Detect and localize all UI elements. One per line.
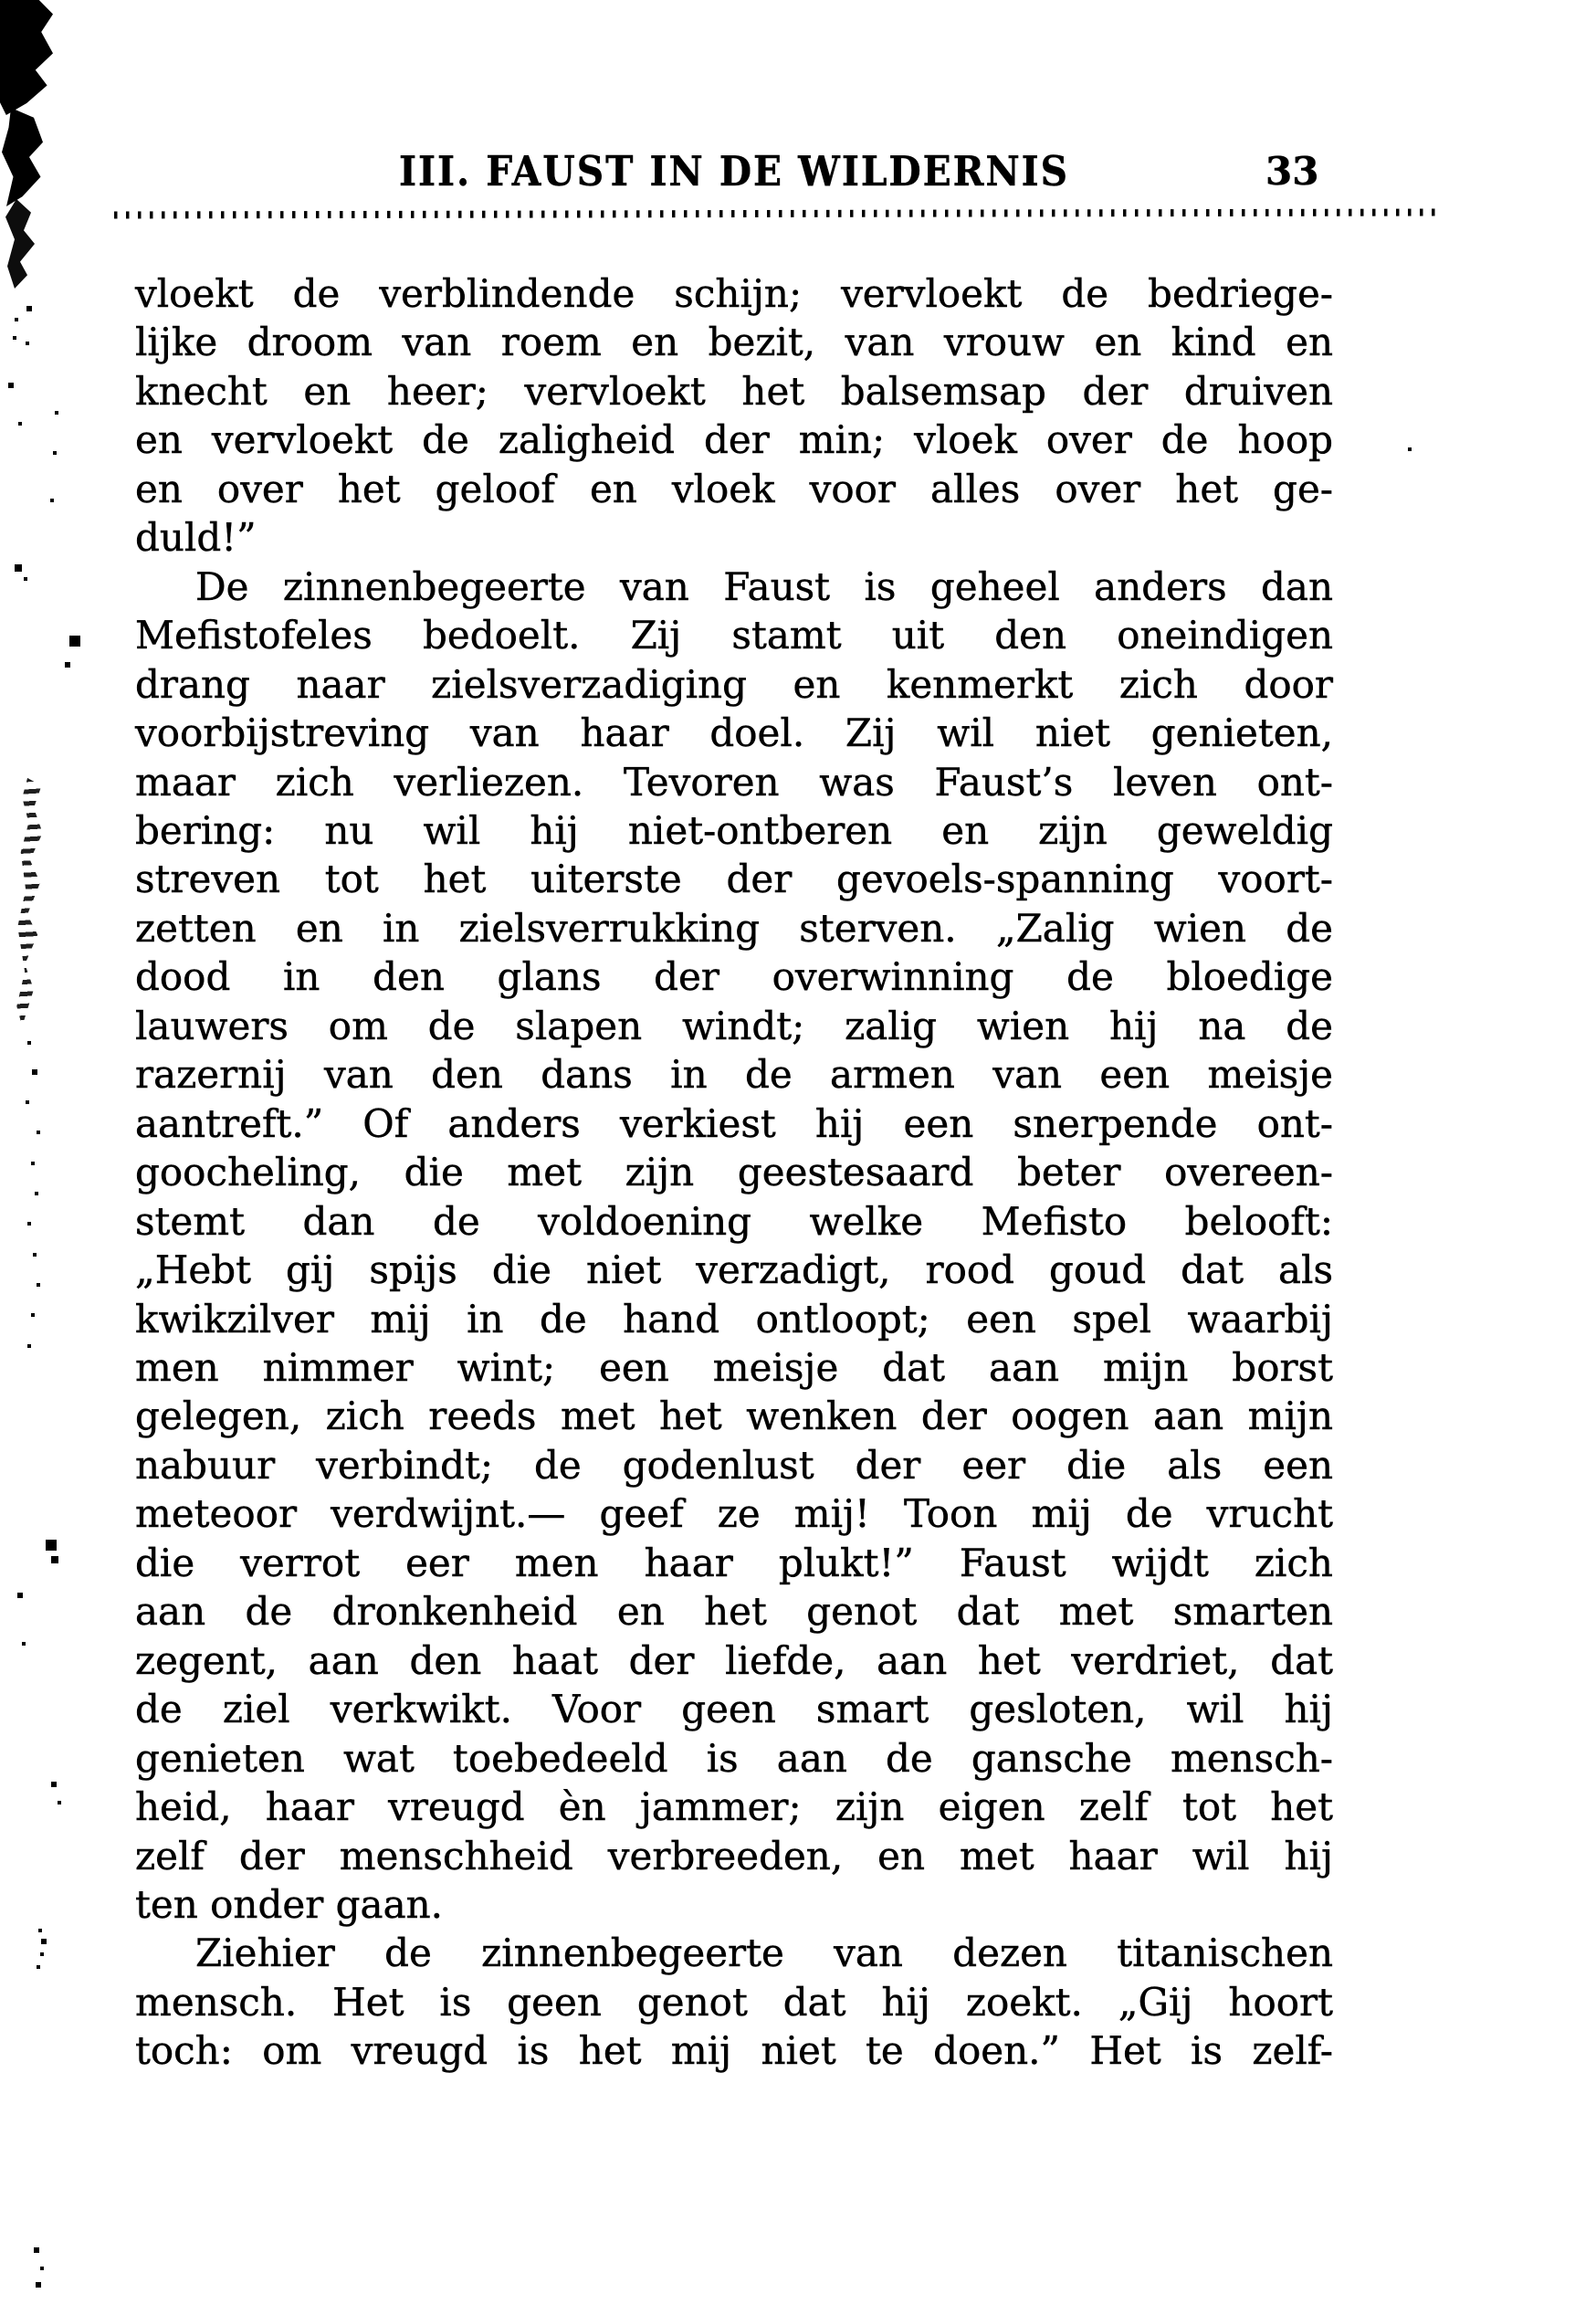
scan-artifact-margin-streak <box>15 778 45 1027</box>
text-line: knecht en heer; vervloekt het balsemsap der druiven <box>135 368 1333 414</box>
text-line: gelegen, zich reeds met het wenken der oogen aan mijn <box>135 1394 1333 1439</box>
scan-artifact-specks <box>0 0 4 4</box>
running-head <box>135 149 1333 204</box>
page-text-column <box>135 269 1333 2076</box>
text-line: zetten en in zielsverrukking sterven. „Zalig wien de <box>135 905 1333 951</box>
text-line: dood in den glans der overwinning de bloedige <box>135 954 1333 1000</box>
text-line: drang naar zielsverzadiging en kenmerkt zich door <box>135 661 1333 707</box>
text-line: Ziehier de zinnenbegeerte van dezen titanischen <box>195 1931 1333 1976</box>
text-line: streven tot het uiterste der gevoels-spanning voort- <box>135 857 1333 902</box>
text-line: die verrot eer men haar plukt!” Faust wijdt zich <box>135 1540 1333 1585</box>
text-line: Mefistofeles bedoelt. Zij stamt uit den oneindigen <box>135 613 1333 658</box>
text-line: stemt dan de voldoening welke Mefisto belooft: <box>135 1198 1333 1244</box>
text-line: toch: om vreugd is het mij niet te doen.” Het is zelf- <box>135 2028 1333 2074</box>
text-line: duld!” <box>135 515 257 561</box>
scan-artifact-corner-blob <box>5 199 42 289</box>
text-line: kwikzilver mij in de hand ontloopt; een spel waarbij <box>135 1296 1333 1341</box>
text-line: De zinnenbegeerte van Faust is geheel anders dan <box>195 563 1333 609</box>
page-number: 33 <box>1265 149 1319 194</box>
text-line: lauwers om de slapen windt; zalig wien hij na de <box>135 1003 1333 1048</box>
text-line: vloekt de verblindende schijn; vervloekt de bedriege- <box>135 271 1333 316</box>
text-line: bering: nu wil hij niet-ontberen en zijn geweldig <box>135 807 1333 853</box>
scan-artifact-corner-blob <box>2 108 47 206</box>
text-line: „Hebt gij spijs die niet verzadigt, rood goud dat als <box>135 1247 1333 1293</box>
scan-artifact-corner-blob <box>0 0 53 115</box>
text-line: voorbijstreving van haar doel. Zij wil niet genieten, <box>135 710 1333 756</box>
text-line: goocheling, die met zijn geestesaard beter overeen- <box>135 1150 1333 1195</box>
text-line: aan de dronkenheid en het genot dat met smarten <box>135 1589 1333 1635</box>
text-line: de ziel verkwikt. Voor geen smart gesloten, wil hij <box>135 1687 1333 1732</box>
text-line: zegent, aan den haat der liefde, aan het verdriet, dat <box>135 1637 1333 1683</box>
text-line: heid, haar vreugd èn jammer; zijn eigen zelf tot het <box>135 1784 1333 1830</box>
text-line: en vervloekt de zaligheid der min; vloek over de hoop <box>135 417 1333 463</box>
text-line: zelf der menschheid verbreeden, en met haar wil hij <box>135 1833 1333 1878</box>
text-line: meteoor verdwijnt.— geef ze mij! Toon mij de vrucht <box>135 1491 1333 1537</box>
text-line: men nimmer wint; een meisje dat aan mijn borst <box>135 1344 1333 1390</box>
text-line: lijke droom van roem en bezit, van vrouw en kind en <box>135 320 1333 365</box>
text-line: nabuur verbindt; de godenlust der eer die als een <box>135 1442 1333 1488</box>
text-line: ten onder gaan. <box>135 1881 444 1927</box>
text-line: mensch. Het is geen genot dat hij zoekt. „Gij hoort <box>135 1979 1333 2025</box>
text-line: genieten wat toebedeeld is aan de gansche mensch- <box>135 1735 1333 1781</box>
header-dotted-rule <box>114 208 1435 218</box>
chapter-title: III. FAUST IN DE WILDERNIS <box>398 147 1070 195</box>
text-line: en over het geloof en vloek voor alles over het ge- <box>135 466 1333 511</box>
text-line: razernij van den dans in de armen van een meisje <box>135 1052 1333 1098</box>
text-line: aantreft.” Of anders verkiest hij een snerpende ont- <box>135 1100 1333 1146</box>
text-line: maar zich verliezen. Tevoren was Faust’s leven ont- <box>135 759 1333 805</box>
